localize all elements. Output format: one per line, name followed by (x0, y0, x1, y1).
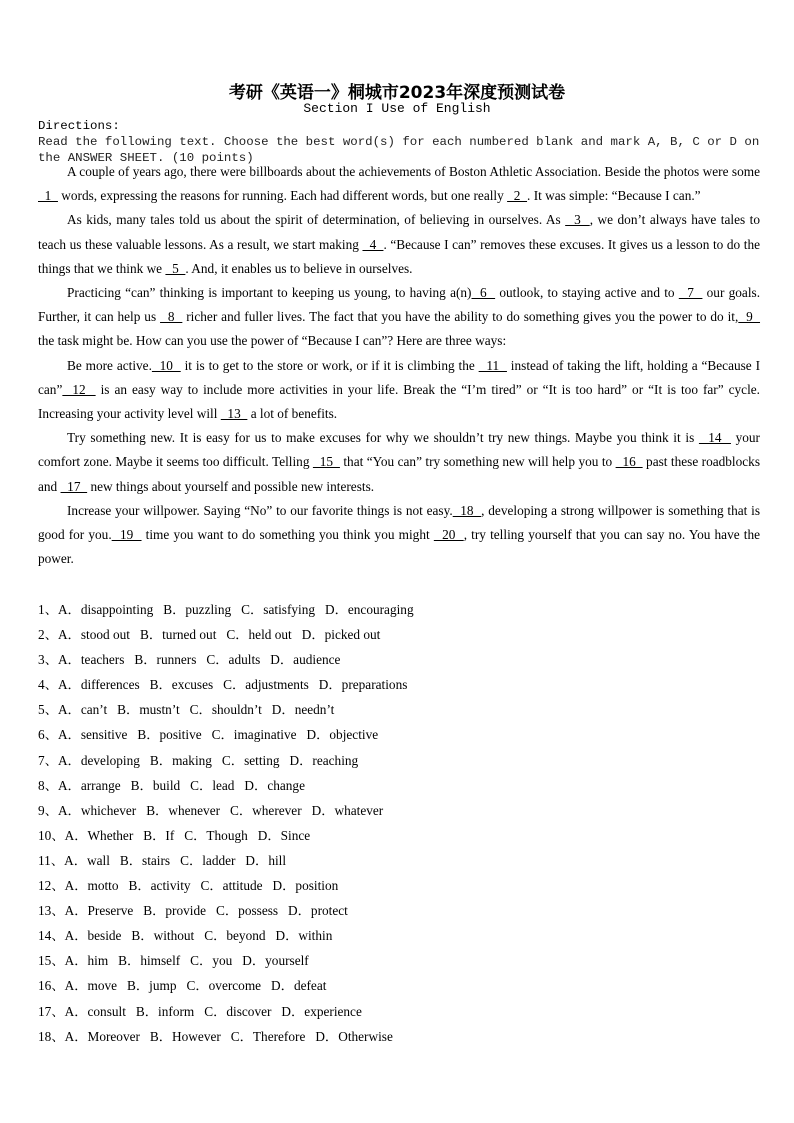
directions (38, 118, 763, 166)
answer-blank: 12 (62, 381, 96, 397)
answer-blank: 19 (111, 527, 142, 543)
paragraph-text: richer and fuller lives. The fact that you have the ability to do something gives you the power to do it, (182, 309, 739, 325)
paragraph-text: , we don’t always have tales to teach us these valuable lessons. As a result, we start making (38, 212, 760, 252)
paragraph-text: Be more active. (67, 357, 152, 373)
question-options: 17、A．consult B．inform C．discover D．experience (38, 1003, 362, 1019)
answer-blank: 18 (452, 502, 482, 518)
question-options: 1、A．disappointing B．puzzling C．satisfying D．encouraging (38, 602, 414, 617)
paragraph (38, 160, 760, 208)
paragraph-text: new things about yourself and possible new interests. (87, 478, 375, 494)
paragraph-text: instead of taking the lift, holding a “Because I can” (38, 357, 761, 397)
question-options: 18、A．Moreover B．However C．Therefore D．Otherwise (38, 1028, 393, 1044)
section-heading: Section I Use of English (303, 101, 491, 116)
question-options: 10、A．Whether B．If C．Though D．Since (38, 827, 311, 843)
answer-blank: 16 (615, 454, 643, 470)
paragraph-text: it is to get to the store or work, or if it is climbing the (180, 357, 479, 373)
answer-blank: 8 (160, 309, 183, 325)
answer-blank: 4 (362, 236, 384, 252)
question-options: 2、A．stood out B．turned out C．held out D．picked out (38, 627, 381, 643)
answer-blank: 7 (678, 285, 703, 301)
answer-blank: 11 (478, 357, 507, 373)
paragraph-text: your comfort zone. Maybe it seems too difficult. Telling (38, 430, 760, 470)
answer-blank: 10 (151, 357, 181, 373)
answer-blank: 2 (507, 188, 528, 204)
question-options: 11、A．wall B．stairs C．ladder D．hill (38, 852, 287, 868)
directions-label: Directions: (38, 119, 120, 133)
answer-blank: 1 (38, 188, 58, 204)
paragraph-text: a lot of benefits. (247, 406, 338, 422)
paragraph (38, 208, 760, 281)
paragraph-text: words, expressing the reasons for running. Each had different words, but one really (57, 188, 508, 204)
question-options: 8、A．arrange B．build C．lead D．change (38, 777, 305, 793)
question-options: 9、A．whichever B．whenever C．wherever D．whatever (38, 802, 384, 818)
paragraph (38, 426, 760, 499)
paragraph (38, 354, 760, 427)
paragraph-text: that “You can” try something new will help you to (339, 454, 616, 470)
directions-text: Read the following text. Choose the best word(s) for each numbered blank and mark A, B, C or D on the ANSWER SHEET. (10 points) (38, 135, 760, 165)
question-options: 4、A．differences B．excuses C．adjustments D．preparations (38, 677, 408, 693)
paragraph-text: Try something new. It is easy for us to make excuses for why we shouldn’t try new things. Maybe you think it is (67, 430, 699, 446)
answer-blank: 3 (565, 212, 590, 228)
question-options: 3、A．teachers B．runners C．adults D．audience (38, 652, 341, 668)
paragraph-text: , developing a strong willpower is something that is good for you. (38, 502, 761, 543)
options-list (38, 597, 414, 1049)
paragraph (38, 499, 760, 572)
answer-blank: 15 (312, 454, 340, 470)
question-options: 14、A．beside B．without C．beyond D．within (38, 928, 333, 944)
answer-blank: 17 (60, 478, 88, 494)
answer-blank: 5 (165, 260, 186, 276)
answer-blank: 6 (471, 285, 496, 301)
paragraph-text: As kids, many tales told us about the spirit of determination, of believing in ourselves. As (67, 212, 566, 228)
paragraph-text: past these roadblocks and (38, 454, 760, 494)
question-options: 16、A．move B．jump C．overcome D．defeat (38, 978, 327, 994)
paragraph-text: is an easy way to include more activities in your life. Break the “I’m tired” or “It is too hard” or “It is too far” cycle. Increasing your activity level will (38, 381, 760, 422)
paragraph-text: our goals. Further, it can help us (38, 285, 761, 325)
paragraph (38, 281, 760, 354)
paragraph-text: time you want to do something you think you might (141, 527, 434, 543)
question-options: 15、A．him B．himself C．you D．yourself (38, 953, 309, 969)
paragraph-text: Increase your willpower. Saying “No” to our favorite things is not easy. (67, 502, 453, 518)
question-options: 12、A．motto B．activity C．attitude D．position (38, 878, 339, 894)
paragraph-text: outlook, to staying active and to (495, 285, 679, 301)
paragraph-text: . It was simple: “Because I can.” (527, 188, 701, 204)
answer-blank: 9 (738, 309, 761, 325)
paragraph-text: . And, it enables us to believe in ourselves. (185, 260, 413, 276)
paragraph-text: the task might be. How can you use the power of “Because I can”? Here are three ways: (38, 333, 507, 349)
paragraph-text: Practicing “can” thinking is important to keeping us young, to having a(n) (67, 285, 472, 301)
question-options: 7、A．developing B．making C．setting D．reaching (38, 752, 359, 768)
answer-blank: 20 (433, 527, 464, 543)
paragraph-text: , try telling yourself that you can say no. You have the power. (38, 527, 761, 567)
paragraph-text: A couple of years ago, there were billboards about the achievements of Boston Athletic Association. Beside the photos were some (67, 164, 760, 179)
answer-blank: 13 (220, 406, 248, 422)
page-title: 考研《英语一》桐城市2023年深度预测试卷 (228, 83, 566, 103)
paragraph-text: . “Because I can” removes these excuses. It gives us a lesson to do the things that we think we (38, 236, 760, 276)
answer-blank: 14 (698, 430, 731, 446)
question-options: 6、A．sensitive B．positive C．imaginative D．objective (38, 727, 379, 743)
question-options: 5、A．can’t B．mustn’t C．shouldn’t D．needn’t (38, 702, 335, 718)
passage (38, 160, 760, 571)
question-options: 13、A．Preserve B．provide C．possess D．protect (38, 903, 348, 919)
